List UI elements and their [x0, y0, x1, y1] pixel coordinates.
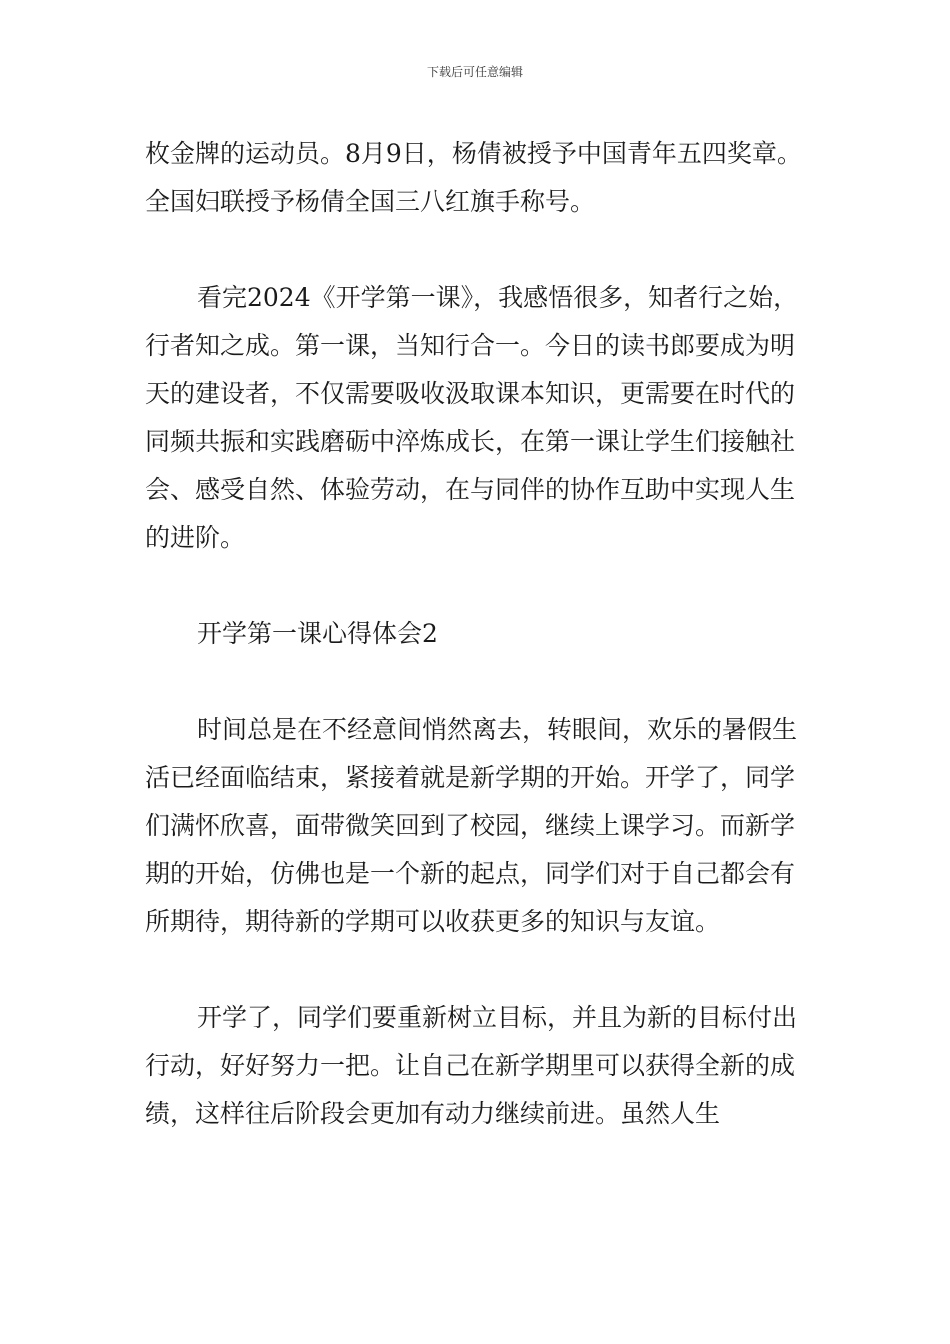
paragraph-continuation: 枚金牌的运动员。8月9日，杨倩被授予中国青年五四奖章。全国妇联授予杨倩全国三八红旗手称号。 — [145, 139, 802, 216]
section-heading: 开学第一课心得体会2 — [197, 619, 438, 648]
paragraph-goals: 开学了，同学们要重新树立目标，并且为新的目标付出行动，好好努力一把。让自己在新学期里可以获得全新的成绩，这样往后阶段会更加有动力继续前进。虽然人生 — [145, 1003, 798, 1128]
paragraph-new-semester: 时间总是在不经意间悄然离去，转眼间，欢乐的暑假生活已经面临结束，紧接着就是新学期的开始。开学了，同学们满怀欣喜，面带微笑回到了校园，继续上课学习。而新学期的开始，仿佛也是一个新的起点，同学们对于自己都会有所期待，期待新的学期可以收获更多的知识与友谊。 — [145, 715, 798, 936]
page-header: 下载后可任意编辑 — [426, 65, 523, 79]
paragraph-reflection: 看完2024《开学第一课》，我感悟很多，知者行之始，行者知之成。第一课，当知行合一。今日的读书郎要成为明天的建设者，不仅需要吸收汲取课本知识，更需要在时代的同频共振和实践磨砺中淬炼成长，在第一课让学生们接触社会、感受自然、体验劳动，在与同伴的协作互助中实现人生的进阶。 — [145, 283, 799, 552]
document-body — [145, 130, 815, 1186]
